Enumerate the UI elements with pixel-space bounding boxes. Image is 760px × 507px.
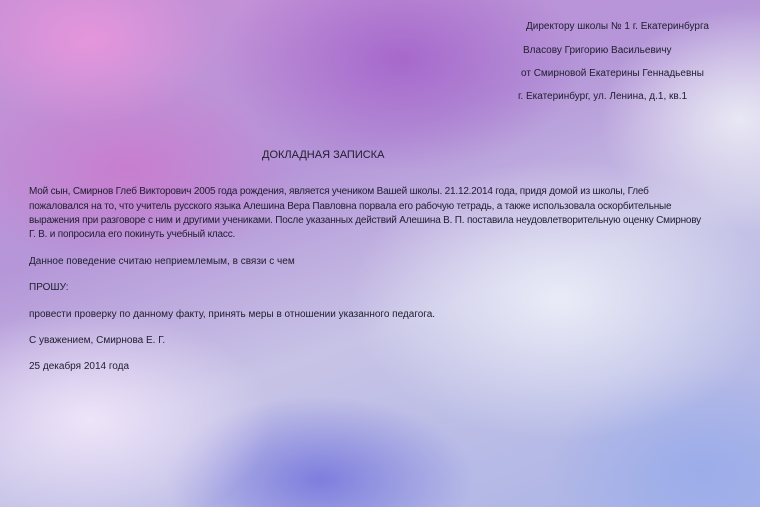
addressee-line: Власову Григорию Васильевичу — [523, 45, 672, 56]
address-line: г. Екатеринбург, ул. Ленина, д.1, кв.1 — [518, 91, 688, 102]
request-heading: ПРОШУ: — [29, 282, 69, 293]
closing: С уважением, Смирнова Е. Г. — [29, 335, 166, 346]
document-title: ДОКЛАДНАЯ ЗАПИСКА — [262, 149, 385, 161]
statement: Данное поведение считаю неприемлемым, в связи с чем — [29, 256, 295, 267]
body-line: Г. В. и попросила его покинуть учебный класс. — [29, 229, 236, 240]
body-line: выражения при разговоре с ним и другими учениками. После указанных действий Алешина В. П. поставила неудовлетворительную оценку Смирнову — [29, 215, 701, 226]
request-text: провести проверку по данному факту, принять меры в отношении указанного педагога. — [29, 309, 436, 320]
sender-line: от Смирновой Екатерины Геннадьевны — [521, 68, 704, 79]
addressee-line: Директору школы № 1 г. Екатеринбурга — [526, 21, 709, 32]
body-line: пожаловался на то, что учитель русского языка Алешина Вера Павловна порвала его рабочую тетрадь, а также использовала оскорбительные — [29, 201, 672, 212]
body-line: Мой сын, Смирнов Глеб Викторович 2005 года рождения, является учеником Вашей школы. 21.12.2014 года, придя домой из школы, Глеб — [29, 186, 649, 197]
date: 25 декабря 2014 года — [29, 361, 130, 372]
